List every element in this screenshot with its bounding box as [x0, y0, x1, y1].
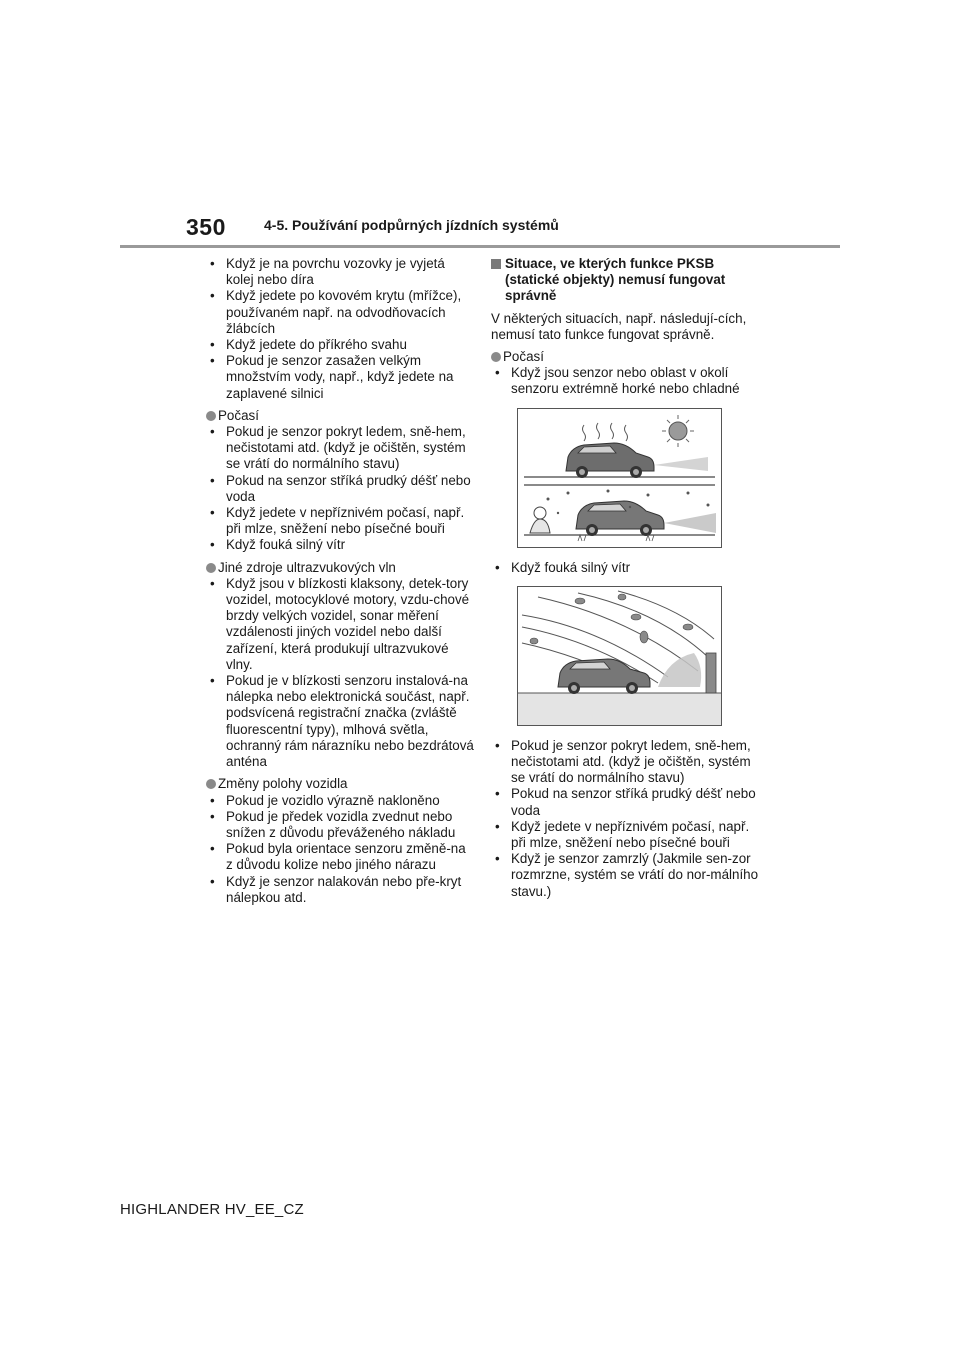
weather-section	[206, 408, 476, 554]
list-item: • Když jedete po kovovém krytu (mřížce), používaném např. na odvodňovacích žlábcích	[206, 288, 476, 337]
pksb-section-heading	[491, 256, 761, 305]
list-item: • Pokud je senzor pokryt ledem, sně-hem, nečistotami atd. (když je očištěn, systém se vrátí do normálního stavu)	[206, 424, 476, 473]
circle-bullet-icon	[206, 563, 216, 573]
weather-heading	[206, 408, 476, 424]
circle-bullet-icon	[206, 411, 216, 421]
right-weather-heading-text: Počasí	[503, 349, 544, 365]
wind-illustration-svg	[518, 587, 721, 725]
list-item: • Pokud je senzor zasažen velkým množstvím vody, např., když jedete na zaplavené silnici	[206, 353, 476, 402]
list-item: • Když jedete v nepříznivém počasí, např. při mlze, sněžení nebo písečné bouři	[491, 819, 761, 851]
circle-bullet-icon	[491, 352, 501, 362]
square-bullet-icon	[491, 259, 501, 269]
list-item: • Když je na povrchu vozovky je vyjetá kolej nebo díra	[206, 256, 476, 288]
list-item: • Když jsou v blízkosti klaksony, detek-tory vozidel, motocyklové motory, vzdu-chové brzdy velkých vozidel, sonar měření vzdálenosti jiných vozidel nebo další zařízení, která produkují ultrazvukové vlny.	[206, 576, 476, 673]
position-heading	[206, 776, 476, 792]
strong-wind-illustration	[517, 586, 722, 726]
left-column	[206, 256, 476, 912]
page-header	[0, 0, 960, 250]
list-item: • Pokud na senzor stříká prudký déšť nebo voda	[491, 786, 761, 818]
list-item: • Když jedete do příkrého svahu	[206, 337, 476, 353]
list-item: • Pokud je v blízkosti senzoru instalová-na nálepka nebo elektronická součást, např. podsvícená registrační značka (zvláště fluorescentní typy), mlhová světla, ochranný rám nárazníku nebo bezdrátová anténa	[206, 673, 476, 770]
position-heading-text: Změny polohy vozidla	[218, 776, 348, 792]
hot-cold-sensor-illustration	[517, 408, 722, 548]
right-weather-heading	[491, 349, 761, 365]
list-item: • Když jsou senzor nebo oblast v okolí senzoru extrémně horké nebo chladné	[491, 365, 761, 397]
header-divider	[120, 245, 840, 248]
hot-cold-illustration-svg	[518, 409, 721, 547]
pksb-intro: V některých situacích, např. následují-cích, nemusí tato funkce fungovat správně.	[491, 310, 747, 342]
circle-bullet-icon	[206, 779, 216, 789]
footer-model-code: HIGHLANDER HV_EE_CZ	[120, 1201, 304, 1218]
list-item: • Pokud je vozidlo výrazně nakloněno	[206, 793, 476, 809]
post-icon	[706, 653, 716, 693]
list-item: • Když je senzor zamrzlý (Jakmile sen-zor rozmrzne, systém se vrátí do nor-málního stavu.)	[491, 851, 761, 900]
position-section	[206, 776, 476, 906]
list-item: • Když jedete v nepříznivém počasí, např. při mlze, sněžení nebo písečné bouři	[206, 505, 476, 537]
list-item: • Pokud na senzor stříká prudký déšť nebo voda	[206, 473, 476, 505]
ultrasonic-heading-text: Jiné zdroje ultrazvukových vln	[218, 559, 396, 575]
ultrasonic-section	[206, 560, 476, 771]
list-item: • Když je senzor nalakován nebo pře-kryt nálepkou atd.	[206, 874, 476, 906]
list-item: • Když fouká silný vítr	[491, 560, 761, 576]
list-item: • Pokud je senzor pokryt ledem, sně-hem, nečistotami atd. (když je očištěn, systém se vrátí do normálního stavu)	[491, 738, 761, 787]
list-item: • Pokud je předek vozidla zvednut nebo snížen z důvodu převáženého nákladu	[206, 809, 476, 841]
section-title: 4-5. Používání podpůrných jízdních systémů	[264, 217, 559, 233]
list-item: • Když fouká silný vítr	[206, 537, 476, 553]
list-item: • Pokud byla orientace senzoru změně-na z důvodu kolize nebo jiného nárazu	[206, 841, 476, 873]
weather-heading-text: Počasí	[218, 407, 259, 423]
pksb-heading-text: Situace, ve kterých funkce PKSB (statické objekty) nemusí fungovat správně	[505, 256, 726, 304]
page-number: 350	[186, 214, 226, 240]
right-column	[491, 256, 761, 900]
intro-bullet-list	[206, 256, 476, 402]
ultrasonic-heading	[206, 560, 476, 576]
